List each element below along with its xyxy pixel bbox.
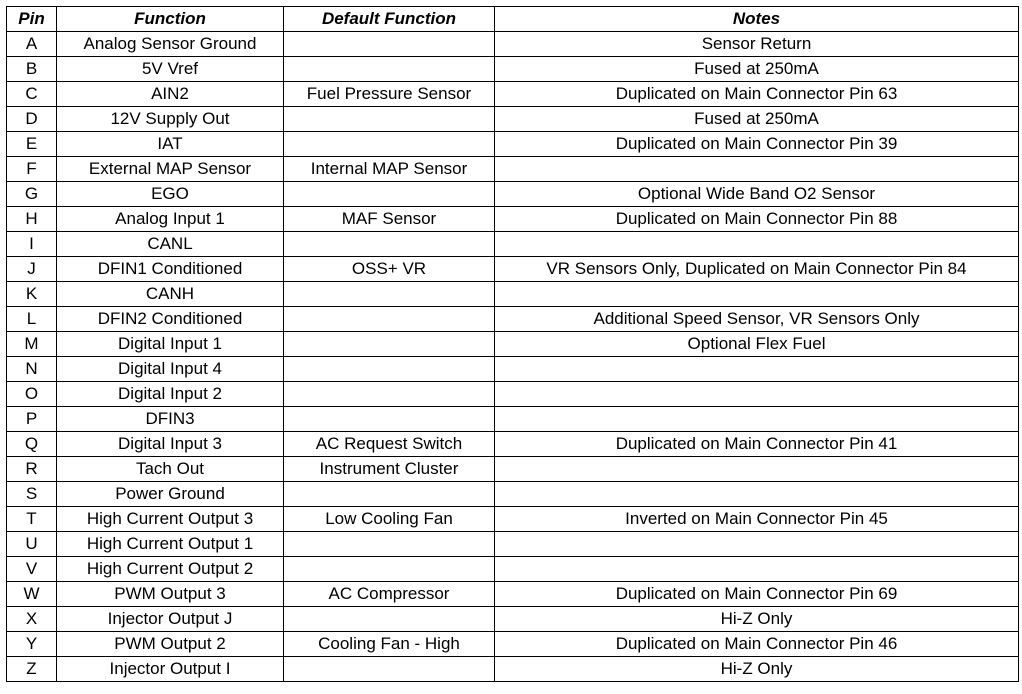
cell-function: Analog Input 1 — [57, 207, 284, 232]
cell-default-function: Fuel Pressure Sensor — [284, 82, 495, 107]
cell-pin: U — [7, 532, 57, 557]
cell-notes: Optional Flex Fuel — [495, 332, 1019, 357]
table-row — [7, 482, 1019, 507]
cell-default-function: Internal MAP Sensor — [284, 157, 495, 182]
cell-notes: Fused at 250mA — [495, 107, 1019, 132]
cell-pin: A — [7, 32, 57, 57]
cell-default-function: Instrument Cluster — [284, 457, 495, 482]
table-row — [7, 657, 1019, 682]
cell-pin: P — [7, 407, 57, 432]
table-row — [7, 107, 1019, 132]
cell-pin: Y — [7, 632, 57, 657]
table-row — [7, 382, 1019, 407]
table-row — [7, 307, 1019, 332]
cell-notes: Hi-Z Only — [495, 607, 1019, 632]
cell-default-function — [284, 357, 495, 382]
cell-notes: Hi-Z Only — [495, 657, 1019, 682]
cell-default-function: AC Request Switch — [284, 432, 495, 457]
cell-notes — [495, 557, 1019, 582]
cell-default-function — [284, 482, 495, 507]
cell-function: Injector Output I — [57, 657, 284, 682]
cell-pin: X — [7, 607, 57, 632]
cell-function: High Current Output 3 — [57, 507, 284, 532]
cell-notes: Fused at 250mA — [495, 57, 1019, 82]
cell-notes: VR Sensors Only, Duplicated on Main Connector Pin 84 — [495, 257, 1019, 282]
cell-function: Tach Out — [57, 457, 284, 482]
cell-function: EGO — [57, 182, 284, 207]
table-row — [7, 257, 1019, 282]
cell-function: 12V Supply Out — [57, 107, 284, 132]
table-row — [7, 507, 1019, 532]
table-row — [7, 57, 1019, 82]
cell-default-function — [284, 282, 495, 307]
cell-default-function — [284, 407, 495, 432]
cell-default-function — [284, 107, 495, 132]
table-row — [7, 282, 1019, 307]
cell-notes: Duplicated on Main Connector Pin 39 — [495, 132, 1019, 157]
cell-pin: S — [7, 482, 57, 507]
cell-function: Digital Input 3 — [57, 432, 284, 457]
cell-notes — [495, 532, 1019, 557]
cell-notes: Duplicated on Main Connector Pin 69 — [495, 582, 1019, 607]
pinout-table — [6, 6, 1019, 682]
table-row — [7, 607, 1019, 632]
table-row — [7, 332, 1019, 357]
header-default-function: Default Function — [284, 7, 495, 32]
cell-notes: Duplicated on Main Connector Pin 63 — [495, 82, 1019, 107]
table-row — [7, 157, 1019, 182]
cell-pin: M — [7, 332, 57, 357]
table-row — [7, 557, 1019, 582]
table-row — [7, 532, 1019, 557]
cell-notes — [495, 157, 1019, 182]
cell-notes: Optional Wide Band O2 Sensor — [495, 182, 1019, 207]
cell-default-function — [284, 607, 495, 632]
header-notes: Notes — [495, 7, 1019, 32]
cell-function: IAT — [57, 132, 284, 157]
cell-pin: K — [7, 282, 57, 307]
cell-pin: O — [7, 382, 57, 407]
cell-default-function: Cooling Fan - High — [284, 632, 495, 657]
cell-notes — [495, 407, 1019, 432]
table-row — [7, 582, 1019, 607]
cell-function: 5V Vref — [57, 57, 284, 82]
header-pin: Pin — [7, 7, 57, 32]
cell-notes — [495, 457, 1019, 482]
cell-default-function — [284, 307, 495, 332]
cell-function: AIN2 — [57, 82, 284, 107]
table-row — [7, 182, 1019, 207]
cell-notes: Duplicated on Main Connector Pin 88 — [495, 207, 1019, 232]
cell-notes: Duplicated on Main Connector Pin 41 — [495, 432, 1019, 457]
cell-pin: V — [7, 557, 57, 582]
cell-default-function: AC Compressor — [284, 582, 495, 607]
table-body — [7, 32, 1019, 682]
table-row — [7, 632, 1019, 657]
cell-default-function — [284, 532, 495, 557]
cell-default-function — [284, 57, 495, 82]
cell-notes — [495, 357, 1019, 382]
cell-pin: Z — [7, 657, 57, 682]
cell-notes: Sensor Return — [495, 32, 1019, 57]
cell-function: DFIN1 Conditioned — [57, 257, 284, 282]
cell-function: DFIN3 — [57, 407, 284, 432]
cell-pin: F — [7, 157, 57, 182]
cell-pin: Q — [7, 432, 57, 457]
cell-pin: D — [7, 107, 57, 132]
cell-pin: J — [7, 257, 57, 282]
cell-default-function — [284, 657, 495, 682]
cell-pin: B — [7, 57, 57, 82]
cell-pin: H — [7, 207, 57, 232]
header-row — [7, 7, 1019, 32]
cell-pin: G — [7, 182, 57, 207]
cell-default-function: MAF Sensor — [284, 207, 495, 232]
cell-default-function — [284, 32, 495, 57]
cell-default-function — [284, 382, 495, 407]
pinout-table-container — [6, 6, 1019, 682]
cell-default-function: Low Cooling Fan — [284, 507, 495, 532]
cell-function: Digital Input 4 — [57, 357, 284, 382]
cell-pin: C — [7, 82, 57, 107]
cell-function: Digital Input 2 — [57, 382, 284, 407]
cell-notes: Additional Speed Sensor, VR Sensors Only — [495, 307, 1019, 332]
header-function: Function — [57, 7, 284, 32]
cell-notes — [495, 482, 1019, 507]
table-row — [7, 132, 1019, 157]
cell-function: CANL — [57, 232, 284, 257]
cell-default-function: OSS+ VR — [284, 257, 495, 282]
table-header — [7, 7, 1019, 32]
cell-pin: L — [7, 307, 57, 332]
cell-function: High Current Output 1 — [57, 532, 284, 557]
cell-default-function — [284, 332, 495, 357]
table-row — [7, 357, 1019, 382]
cell-pin: N — [7, 357, 57, 382]
cell-function: Digital Input 1 — [57, 332, 284, 357]
table-row — [7, 207, 1019, 232]
cell-notes — [495, 232, 1019, 257]
cell-notes — [495, 382, 1019, 407]
cell-function: Injector Output J — [57, 607, 284, 632]
cell-pin: T — [7, 507, 57, 532]
cell-function: PWM Output 3 — [57, 582, 284, 607]
cell-function: PWM Output 2 — [57, 632, 284, 657]
cell-function: Power Ground — [57, 482, 284, 507]
cell-function: High Current Output 2 — [57, 557, 284, 582]
cell-default-function — [284, 132, 495, 157]
cell-function: DFIN2 Conditioned — [57, 307, 284, 332]
cell-function: External MAP Sensor — [57, 157, 284, 182]
cell-notes: Duplicated on Main Connector Pin 46 — [495, 632, 1019, 657]
cell-default-function — [284, 232, 495, 257]
cell-function: CANH — [57, 282, 284, 307]
cell-notes — [495, 282, 1019, 307]
table-row — [7, 432, 1019, 457]
cell-notes: Inverted on Main Connector Pin 45 — [495, 507, 1019, 532]
cell-pin: I — [7, 232, 57, 257]
cell-pin: E — [7, 132, 57, 157]
cell-default-function — [284, 182, 495, 207]
cell-pin: R — [7, 457, 57, 482]
table-row — [7, 232, 1019, 257]
cell-default-function — [284, 557, 495, 582]
table-row — [7, 407, 1019, 432]
cell-function: Analog Sensor Ground — [57, 32, 284, 57]
cell-pin: W — [7, 582, 57, 607]
table-row — [7, 32, 1019, 57]
table-row — [7, 82, 1019, 107]
table-row — [7, 457, 1019, 482]
